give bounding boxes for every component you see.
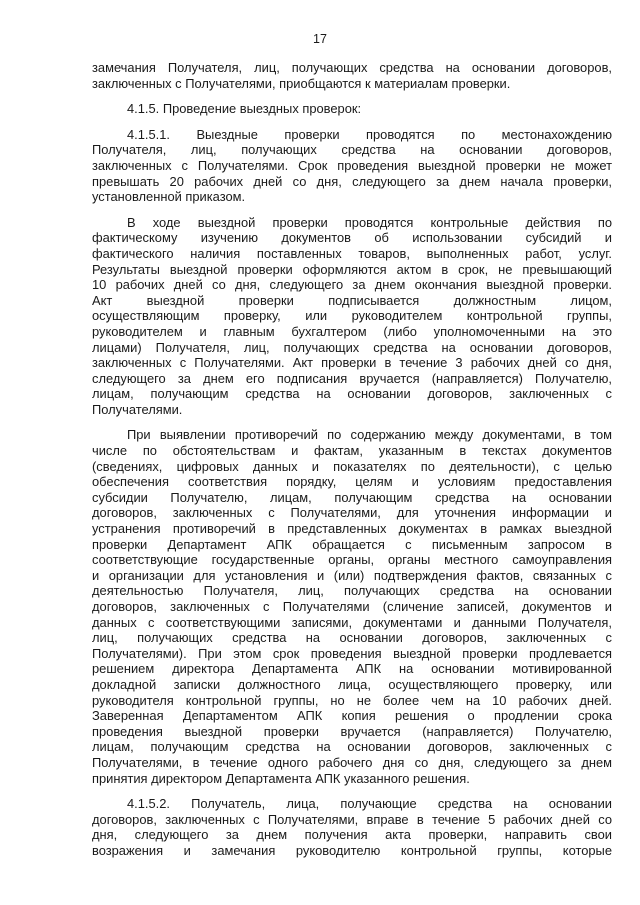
text-line: 4.1.5. Проведение выездных проверок: <box>127 101 362 117</box>
text-line: лицам, получающим средства на основании договоров, заключенных с <box>92 739 612 755</box>
text-line: соответствующие государственные органы, органы местного самоуправления <box>92 552 612 568</box>
text-line: руководителем и главным бухгалтером (либо уполномоченными на это <box>92 323 612 339</box>
text-line: договоров, заключенных с Получателями, для уточнения информации и <box>92 505 612 521</box>
text-line: Акт выездной проверки подписывается должностным лицом, <box>92 292 612 308</box>
text-line: проверки Департамент АПК обращается с письменным запросом в <box>92 536 612 552</box>
text-line: докладной записки должностного лица, осуществляющего проверку, или <box>92 676 612 692</box>
paragraph-inspection-remarks-continued <box>92 60 612 91</box>
text-line: дня, следующего за днем получения акта проверки, направить свои <box>92 827 612 843</box>
text-line: числе по обстоятельствам и фактам, указанным в текстах документов <box>92 443 612 459</box>
section-heading-4-1-5 <box>92 101 612 117</box>
text-line: возражения и замечания руководителю контрольной группы, которые <box>92 842 612 858</box>
text-line: (сведениях, цифровых данных и показателях по деятельности), с целью <box>92 458 612 474</box>
text-line: фактическому изучению документов об использовании субсидий и <box>92 230 612 246</box>
text-line: договоров, заключенных с Получателями (сличение записей, документов и <box>92 599 612 614</box>
text-line: лицами) Получателя, лиц, получающих средства на основании договоров, <box>92 339 612 355</box>
text-line: данных с соответствующими записями, документами и данными Получателя, <box>92 614 612 630</box>
text-line: 4.1.5.1. Выездные проверки проводятся по местонахождению <box>127 126 612 142</box>
text-line: договоров, заключенных с Получателями, вправе в течение 5 рабочих дней со <box>92 811 612 827</box>
text-line: руководителя контрольной группы, но не более чем на 10 рабочих дней. <box>92 692 612 708</box>
text-line: При выявлении противоречий по содержанию между документами, в том <box>127 427 612 443</box>
page-number: 17 <box>313 32 327 46</box>
text-line: заключенных с Получателями, приобщаются к материалам проверки. <box>92 75 511 91</box>
text-line: субсидии Получателю, лицам, получающим средства на основании <box>92 489 612 505</box>
text-line: лиц, получающих средства на основании договоров, заключенных с <box>92 630 612 646</box>
text-line: Получателями, в течение одного рабочего дня со дня, следующего за днем <box>92 754 612 770</box>
text-line: деятельностью Получателя, лиц, получающих средства на основании <box>92 583 612 599</box>
text-line: установленной приказом. <box>92 189 246 205</box>
document-body <box>92 60 612 859</box>
text-line: Получателями). При этом срок проведения выездной проверки продлевается <box>92 645 612 661</box>
paragraph-4-1-5-2 <box>92 796 612 858</box>
text-line: Получателями. <box>92 401 183 417</box>
text-line: Получателя, лиц, получающих средства на основании договоров, <box>92 142 612 158</box>
text-line: заключенных с Получателями. Срок проведения выездной проверки не может <box>92 157 612 173</box>
paragraph-onsite-inspection-actions <box>92 215 612 418</box>
text-line: Результаты выездной проверки оформляются актом в срок, не превышающий <box>92 261 612 277</box>
text-line: принятия директором Департамента АПК указанного решения. <box>92 770 470 786</box>
text-line: 10 рабочих дней со дня, следующего за днем окончания выездной проверки. <box>92 277 612 293</box>
text-line: фактического наличия поставленных товаров, выполненных работ, услуг. <box>92 245 612 261</box>
text-line: и организации для установления и (или) подтверждения фактов, связанных с <box>92 567 612 583</box>
text-line: проведения выездной проверки вручается (направляется) Получателю, <box>92 723 612 739</box>
text-line: следующего за днем его подписания вручается (направляется) Получателю, <box>92 370 612 386</box>
text-line: превышать 20 рабочих дней со дня, следующего за днем начала проверки, <box>92 173 612 189</box>
text-line: осуществляющим проверку, или руководителем контрольной группы, <box>92 308 612 324</box>
text-line: устранения противоречий в представленных документах в рамках выездной <box>92 521 612 537</box>
text-line: лицам, получающим средства на основании договоров, заключенных с <box>92 386 612 402</box>
text-line: В ходе выездной проверки проводятся контрольные действия по <box>127 214 612 230</box>
text-line: обеспечения соответствия порядку, целям и условиям предоставления <box>92 474 612 490</box>
text-line: 4.1.5.2. Получатель, лица, получающие средства на основании <box>127 796 612 812</box>
paragraph-4-1-5-1 <box>92 127 612 205</box>
text-line: заключенных с Получателями. Акт проверки в течение 3 рабочих дней со дня, <box>92 355 612 371</box>
text-line: Заверенная Департаментом АПК копия решения о продлении срока <box>92 708 612 724</box>
text-line: решением директора Департамента АПК на основании мотивированной <box>92 661 612 677</box>
text-line: замечания Получателя, лиц, получающих средства на основании договоров, <box>92 60 612 75</box>
paragraph-contradictions-resolution <box>92 427 612 786</box>
